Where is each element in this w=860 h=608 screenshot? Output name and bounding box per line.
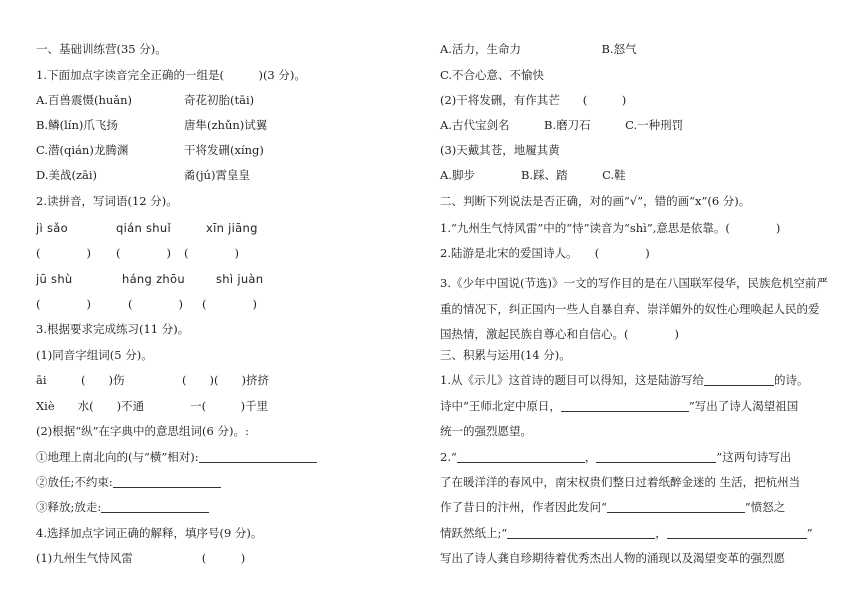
question-4-3: (3)天戴其苍，地履其黄	[440, 143, 560, 157]
meaning-3: ③释放;放走:	[36, 500, 209, 514]
fill-blank[interactable]	[113, 475, 221, 488]
answer-box-1[interactable]: ( )	[36, 246, 91, 260]
option-line-4: A.脚步 B.踩、踏 C.鞋	[440, 168, 626, 182]
answer-box-5[interactable]: ( )	[128, 297, 183, 311]
answer-box-4[interactable]: ( )	[36, 297, 91, 311]
fill-blank[interactable]	[457, 450, 585, 463]
fill-blank[interactable]	[101, 500, 209, 513]
meaning-1: ①地理上南北向的(与“横”相对):	[36, 450, 317, 464]
fill-blank[interactable]	[704, 373, 774, 386]
accum-2c: 作了昔日的汴州，作者因此发问“ ”愤怒之	[440, 500, 786, 514]
q1-option-c1: C.潜(qián)龙腾渊	[36, 143, 129, 157]
fill-blank[interactable]	[199, 450, 317, 463]
q1-option-b1: B.鳞(lín)爪飞扬	[36, 118, 118, 132]
pinyin-4: jū shù	[36, 272, 73, 286]
answer-box-6[interactable]: ( )	[202, 297, 257, 311]
question-4: 4.选择加点字词正确的解释，填序号(9 分)。	[36, 526, 263, 540]
pinyin-6: shì juàn	[216, 272, 264, 286]
option-line-3: A.古代宝剑名 B.磨刀石 C.一种刑罚	[440, 118, 684, 132]
accum-1b: 诗中“王师北定中原日， ”写出了诗人渴望祖国	[440, 399, 799, 413]
option-line-1: A.活力，生命力 B.怒气	[440, 42, 637, 56]
question-4-1: (1)九州生气恃风雷 ( )	[36, 551, 246, 565]
question-1: 1.下面加点字读音完全正确的一组是( )(3 分)。	[36, 68, 306, 82]
q1-option-c2: 干将发硎(xíng)	[184, 143, 264, 157]
accum-2d: 情跃然纸上;“ ， ”	[440, 526, 813, 540]
question-4-2: (2)干将发硎，有作其芒 ( )	[440, 93, 627, 107]
answer-box-3[interactable]: ( )	[184, 246, 239, 260]
homophone-line-1: āi ( )伤 ( )( )挤挤	[36, 373, 269, 387]
meaning-2: ②放任;不约束:	[36, 475, 221, 489]
accum-2b: 了在暖洋洋的春风中，南宋权贵们整日过着纸醉金迷的 生活，把杭州当	[440, 475, 801, 489]
judge-3: 3.《少年中国说(节选)》一文的写作目的是在八国联军侵华，民族危机空前严重的情况下，纠正国内一些人自暴自弃、崇洋媚外的奴性心理唤起人民的爱国热情，激起民族自尊心和自信心。( )	[440, 276, 828, 341]
q1-option-a2: 奇花初胎(tāi)	[184, 93, 255, 107]
fill-blank[interactable]	[561, 399, 689, 412]
accum-2e: 写出了诗人龚自珍期待着优秀杰出人物的涌现以及渴望变革的强烈愿	[440, 551, 785, 565]
pinyin-5: háng zhōu	[122, 272, 185, 286]
question-2: 2.读拼音，写词语(12 分)。	[36, 194, 178, 208]
q1-option-d1: D.美战(zāi)	[36, 168, 98, 182]
accum-1: 1.从《示儿》这首诗的题目可以得知，这是陆游写给 的诗。	[440, 373, 809, 387]
pinyin-1: jì sǎo	[36, 221, 68, 235]
pinyin-2: qián shuǐ	[116, 221, 171, 235]
question-3-2: (2)根据“纵”在字典中的意思组词(6 分)。:	[36, 424, 249, 438]
fill-blank[interactable]	[667, 526, 807, 539]
section-1-title: 一、基础训练营(35 分)。	[36, 42, 167, 56]
q1-option-b2: 唐隼(zhǔn)试翼	[184, 118, 268, 132]
answer-box-2[interactable]: ( )	[116, 246, 171, 260]
question-3: 3.根据要求完成练习(11 分)。	[36, 322, 190, 336]
accum-2: 2.“ ， ”这两句诗写出	[440, 450, 792, 464]
fill-blank[interactable]	[596, 450, 716, 463]
question-3-1: (1)同音字组词(5 分)。	[36, 348, 153, 362]
fill-blank[interactable]	[507, 526, 655, 539]
fill-blank[interactable]	[607, 500, 745, 513]
judge-2: 2.陆游是北宋的爱国诗人。 ( )	[440, 246, 650, 260]
accum-1c: 统一的强烈愿望。	[440, 424, 532, 438]
pinyin-3: xīn jiāng	[206, 221, 258, 235]
section-2-title: 二、判断下列说法是否正确，对的画“√”，错的画“x”(6 分)。	[440, 194, 751, 208]
homophone-line-2: Xiè 水( )不通 一( )千里	[36, 399, 269, 413]
judge-1: 1.“九州生气恃风雷”中的“恃”读音为“shì”,意思是依靠。( )	[440, 221, 781, 235]
q1-option-a1: A.百兽震慑(huǎn)	[36, 93, 133, 107]
section-3-title: 三、积累与运用(14 分)。	[440, 348, 571, 362]
option-line-2: C.不合心意、不愉快	[440, 68, 545, 82]
q1-option-d2: 矞(jú)霄皇皇	[184, 168, 250, 182]
